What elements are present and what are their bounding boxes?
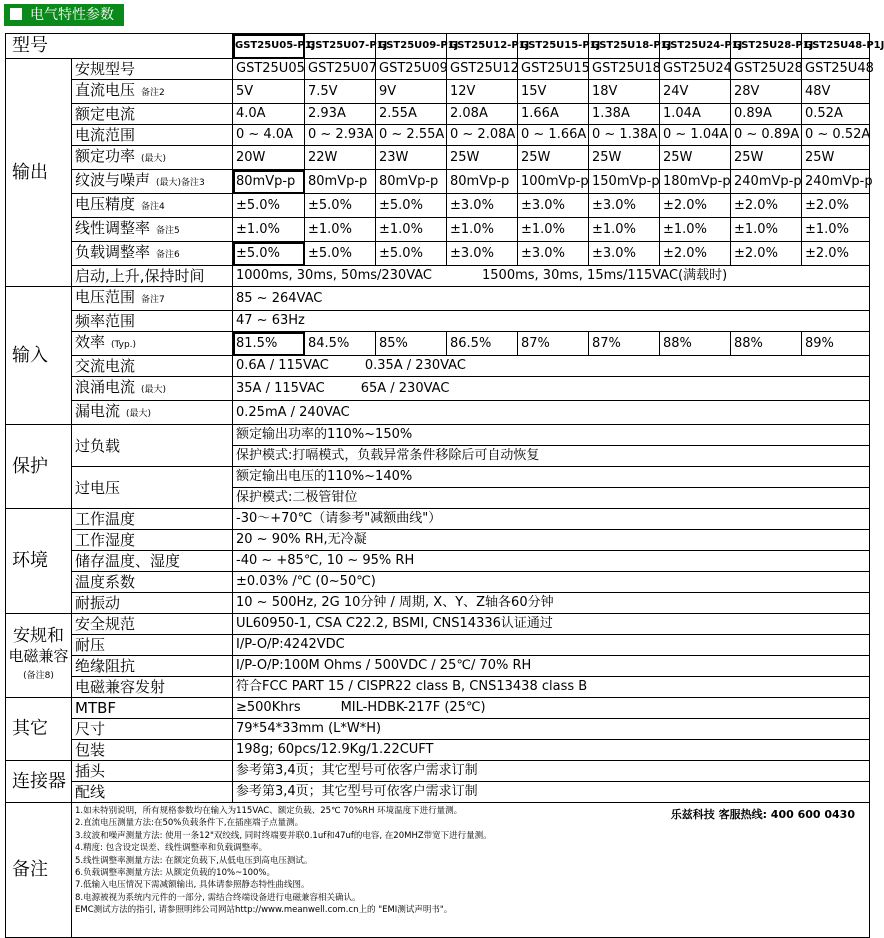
output-row: [6, 194, 870, 218]
mtbf-a: ≥500Khrs: [236, 700, 301, 715]
efficiency-value: 87%: [518, 332, 589, 356]
input-ac-row: [6, 356, 870, 377]
section-remarks: 备注: [6, 803, 72, 938]
input-freq-row: [6, 311, 870, 332]
overvolt-1: 额定输出电压的110%~140%: [233, 467, 870, 488]
safety-row: [6, 614, 870, 635]
remark-item: 3.纹波和噪声测量方法: 使用一条12"双绞线, 同时终端要并联0.1uf和47uf的电容, 在20MHZ带宽下进行量测。: [75, 830, 492, 841]
output-value: 25W: [660, 146, 731, 170]
row-note: (Typ.): [111, 340, 137, 350]
remark-item: 7.低输入电压情况下需减额输出, 具体请参照静态特性曲线图。: [75, 880, 310, 891]
size-label: 尺寸: [72, 719, 233, 740]
output-value: GST25U07: [305, 59, 376, 80]
output-value: 80mVp-p: [447, 170, 518, 194]
input-label: [72, 356, 233, 377]
efficiency-value: 86.5%: [447, 332, 518, 356]
other-size-row: [6, 719, 870, 740]
environment-label: 工作温度: [72, 509, 233, 530]
output-value: GST25U05: [233, 59, 305, 80]
output-value: ±3.0%: [447, 242, 518, 266]
model-cell: GST25U07-P1J: [305, 34, 376, 59]
output-value: ±5.0%: [305, 194, 376, 218]
output-row: [6, 170, 870, 194]
output-label: [72, 104, 233, 125]
overload-2: 保护模式:打嗝模式，负载异常条件移除后可自动恢复: [233, 446, 870, 467]
output-value: GST25U28: [731, 59, 802, 80]
model-cell: GST25U12-P1J: [447, 34, 518, 59]
output-value: ±1.0%: [660, 218, 731, 242]
output-value: 2.93A: [305, 104, 376, 125]
input-label: [72, 401, 233, 425]
output-value: GST25U18: [589, 59, 660, 80]
output-value: 100mVp-p: [518, 170, 589, 194]
output-value: 25W: [731, 146, 802, 170]
output-value: ±3.0%: [447, 194, 518, 218]
output-value: GST25U15: [518, 59, 589, 80]
output-value: ±5.0%: [305, 242, 376, 266]
output-value: ±3.0%: [589, 194, 660, 218]
row-label: 频率范围: [75, 312, 136, 330]
safety-value: I/P-O/P:4242VDC: [233, 635, 870, 656]
efficiency-value: 87%: [589, 332, 660, 356]
safety-label: 耐压: [72, 635, 233, 656]
efficiency-value: 89%: [802, 332, 870, 356]
environment-row: [6, 593, 870, 614]
environment-value: 20 ~ 90% RH,无冷凝: [233, 530, 870, 551]
row-label: 浪涌电流: [75, 378, 136, 396]
size-value: 79*54*33mm (L*W*H): [233, 719, 870, 740]
efficiency-value: 88%: [731, 332, 802, 356]
plug-value: 参考第3,4页；其它型号可依客户需求订制: [233, 761, 870, 782]
row-label: 电流范围: [75, 126, 136, 144]
startup-label: [72, 266, 233, 287]
row-label: 交流电流: [75, 357, 136, 375]
output-value: ±3.0%: [589, 242, 660, 266]
output-value: 15V: [518, 80, 589, 104]
ac-a: 0.6A / 115VAC: [236, 358, 329, 373]
startup-value: [233, 266, 870, 287]
output-value: 48V: [802, 80, 870, 104]
output-value: ±2.0%: [802, 242, 870, 266]
input-eff-row: [6, 332, 870, 356]
row-note: 备注7: [141, 295, 165, 305]
section-environment: 环境: [6, 509, 72, 614]
row-note: 备注4: [141, 202, 165, 212]
remarks-body: [72, 803, 870, 938]
output-value: ±5.0%: [376, 194, 447, 218]
overload-1: 额定输出功率的110%~150%: [233, 425, 870, 446]
output-value: 0 ~ 1.04A: [660, 125, 731, 146]
row-label: 安规型号: [75, 60, 136, 78]
safety-line1: 安规和: [13, 625, 64, 646]
output-value: ±1.0%: [447, 218, 518, 242]
output-value: 150mVp-p: [589, 170, 660, 194]
input-leak: 0.25mA / 240VAC: [233, 401, 870, 425]
output-label: [72, 194, 233, 218]
remark-item: EMC测试方法的指引, 请参照明纬公司网站http://www.meanwell.com.cn上的 "EMI测试声明书"。: [75, 905, 453, 916]
output-label: [72, 125, 233, 146]
output-value: ±3.0%: [518, 194, 589, 218]
hotline-text: 乐兹科技 客服热线: 400 600 0430: [670, 808, 855, 821]
safety-value: I/P-O/P:100M Ohms / 500VDC / 25℃/ 70% RH: [233, 656, 870, 677]
output-value: 25W: [589, 146, 660, 170]
output-value: 1.38A: [589, 104, 660, 125]
other-pack-row: [6, 740, 870, 761]
mtbf-value: [233, 698, 870, 719]
overvolt-2: 保护模式:二极管钳位: [233, 488, 870, 509]
row-label: 线性调整率: [75, 219, 151, 237]
input-voltage-row: [6, 287, 870, 311]
input-label: [72, 311, 233, 332]
spec-table: [5, 33, 884, 938]
output-value: 0.89A: [731, 104, 802, 125]
section-protection: 保护: [6, 425, 72, 509]
efficiency-value: 88%: [660, 332, 731, 356]
output-value: ±2.0%: [802, 194, 870, 218]
output-value: 25W: [518, 146, 589, 170]
output-value: 0 ~ 2.08A: [447, 125, 518, 146]
model-cell: GST25U28-P1J: [731, 34, 802, 59]
output-value: 180mVp-p: [660, 170, 731, 194]
safety-label: 绝缘阻抗: [72, 656, 233, 677]
wire-value: 参考第3,4页；其它型号可依客户需求订制: [233, 782, 870, 803]
row-label: 效率: [75, 333, 106, 351]
output-value: 2.08A: [447, 104, 518, 125]
output-value: ±1.0%: [305, 218, 376, 242]
safety-row: [6, 635, 870, 656]
output-value: 5V: [233, 80, 305, 104]
remark-item: 1.如未特别说明，所有规格参数均在输入为115VAC、额定负载、25℃ 70%RH 环境温度下进行量测。: [75, 806, 463, 816]
output-value: 1.66A: [518, 104, 589, 125]
environment-label: 耐振动: [72, 593, 233, 614]
safety-label: 安全规范: [72, 614, 233, 635]
row-label: 漏电流: [75, 402, 121, 420]
row-note: 备注5: [156, 226, 180, 236]
output-value: ±1.0%: [233, 218, 305, 242]
output-value: GST25U48: [802, 59, 870, 80]
output-value: 240mVp-p: [802, 170, 870, 194]
row-note: (最大): [141, 154, 167, 164]
output-value: 0 ~ 1.38A: [589, 125, 660, 146]
input-label: [72, 332, 233, 356]
wire-label: 配线: [72, 782, 233, 803]
environment-row: [6, 551, 870, 572]
row-note: (最大)备注3: [156, 178, 205, 188]
output-value: 12V: [447, 80, 518, 104]
input-ac: [233, 356, 870, 377]
output-row: [6, 104, 870, 125]
row-label: 直流电压: [75, 81, 136, 99]
other-mtbf-row: [6, 698, 870, 719]
environment-label: 工作湿度: [72, 530, 233, 551]
connector-plug-row: [6, 761, 870, 782]
output-row: [6, 125, 870, 146]
output-row: [6, 218, 870, 242]
pack-label: 包装: [72, 740, 233, 761]
mtbf-label: MTBF: [72, 698, 233, 719]
environment-value: -40 ~ +85℃, 10 ~ 95% RH: [233, 551, 870, 572]
row-label: 启动,上升,保持时间: [75, 267, 205, 285]
mtbf-b: MIL-HDBK-217F (25℃): [340, 700, 486, 715]
overload-label: 过负载: [72, 425, 233, 467]
output-value: 0 ~ 2.93A: [305, 125, 376, 146]
connector-wire-row: [6, 782, 870, 803]
remark-item: 5.线性调整率测量方法: 在额定负载下,从低电压到高电压测试。: [75, 855, 313, 866]
output-value: GST25U24: [660, 59, 731, 80]
output-value: 0 ~ 0.52A: [802, 125, 870, 146]
model-cell: GST25U09-P1J: [376, 34, 447, 59]
output-value: 0 ~ 4.0A: [233, 125, 305, 146]
output-value: ±2.0%: [731, 242, 802, 266]
plug-label: 插头: [72, 761, 233, 782]
output-value: 80mVp-p: [233, 170, 305, 194]
output-row: [6, 146, 870, 170]
output-value: ±1.0%: [376, 218, 447, 242]
efficiency-value: 84.5%: [305, 332, 376, 356]
output-value: 0 ~ 0.89A: [731, 125, 802, 146]
model-cell: GST25U18-P1J: [589, 34, 660, 59]
section-header-tag: [4, 4, 124, 26]
remark-item: 2.直流电压测量方法:在50%负载条件下,在插座端子点量测。: [75, 818, 304, 829]
startup-b: 1500ms, 30ms, 15ms/115VAC(满载时): [482, 268, 728, 283]
safety-row: [6, 677, 870, 698]
environment-row: [6, 509, 870, 530]
output-value: 23W: [376, 146, 447, 170]
output-value: 7.5V: [305, 80, 376, 104]
output-label: [72, 242, 233, 266]
safety-value: 符合FCC PART 15 / CISPR22 class B, CNS13438 class B: [233, 677, 870, 698]
output-value: 24V: [660, 80, 731, 104]
output-value: 9V: [376, 80, 447, 104]
output-label: [72, 59, 233, 80]
output-value: 80mVp-p: [305, 170, 376, 194]
output-value: 0 ~ 2.55A: [376, 125, 447, 146]
output-value: ±1.0%: [731, 218, 802, 242]
input-leak-row: [6, 401, 870, 425]
protection-row-1: [6, 425, 870, 446]
pack-value: 198g; 60pcs/12.9Kg/1.22CUFT: [233, 740, 870, 761]
output-value: 1.04A: [660, 104, 731, 125]
inrush-b: 65A / 230VAC: [360, 380, 450, 396]
input-label: [72, 287, 233, 311]
output-value: 240mVp-p: [731, 170, 802, 194]
environment-label: 温度系数: [72, 572, 233, 593]
output-label: [72, 170, 233, 194]
model-label: 型号: [6, 34, 233, 59]
section-other: 其它: [6, 698, 72, 761]
row-label: 额定电流: [75, 105, 136, 123]
output-value: ±5.0%: [233, 194, 305, 218]
output-value: 80mVp-p: [376, 170, 447, 194]
output-value: 22W: [305, 146, 376, 170]
environment-row: [6, 530, 870, 551]
environment-value: -30～+70℃（请参考"减额曲线"）: [233, 509, 870, 530]
output-value: ±5.0%: [376, 242, 447, 266]
output-label: [72, 218, 233, 242]
environment-label: 储存温度、湿度: [72, 551, 233, 572]
safety-note: (备注8): [23, 670, 54, 681]
output-value: 0 ~ 1.66A: [518, 125, 589, 146]
remark-item: 4.精度: 包含设定误差、线性调整率和负载调整率。: [75, 843, 268, 854]
output-value: ±5.0%: [233, 242, 305, 266]
row-note: (最大): [126, 409, 152, 419]
output-row: [6, 80, 870, 104]
input-inrush: [233, 377, 870, 401]
remarks-row: [6, 803, 870, 938]
output-value: GST25U09: [376, 59, 447, 80]
protection-row-3: [6, 467, 870, 488]
remark-item: 6.负载调整率测量方法: 从额定负载的10%~100%。: [75, 868, 275, 879]
output-value: ±1.0%: [802, 218, 870, 242]
output-label: [72, 146, 233, 170]
output-row: [6, 59, 870, 80]
row-label: 纹波与噪声: [75, 171, 151, 189]
model-row: [6, 34, 870, 59]
output-value: ±1.0%: [518, 218, 589, 242]
output-value: ±3.0%: [518, 242, 589, 266]
output-label: [72, 80, 233, 104]
section-input: 输入: [6, 287, 72, 425]
remark-item: 8.电源被视为系统内元件的一部分, 需结合终端设备进行电磁兼容相关确认。: [75, 892, 361, 903]
output-value: ±2.0%: [660, 194, 731, 218]
input-freq: 47 ~ 63Hz: [233, 311, 870, 332]
output-value: ±2.0%: [660, 242, 731, 266]
input-inrush-row: [6, 377, 870, 401]
model-cell: GST25U48-P1J: [802, 34, 870, 59]
safety-row: [6, 656, 870, 677]
section-output: 输出: [6, 59, 72, 287]
row-note: (最大): [141, 385, 167, 395]
output-row: [6, 242, 870, 266]
square-icon: [10, 8, 22, 20]
output-value: ±2.0%: [731, 194, 802, 218]
row-label: 电压精度: [75, 195, 136, 213]
model-cell: GST25U05-P1J: [233, 34, 305, 59]
input-label: [72, 377, 233, 401]
section-header-text: 电气特性参数: [30, 7, 114, 23]
environment-value: 10 ~ 500Hz, 2G 10分钟 / 周期, X、Y、Z轴各60分钟: [233, 593, 870, 614]
input-voltage: 85 ~ 264VAC: [233, 287, 870, 311]
safety-label: 电磁兼容发射: [72, 677, 233, 698]
output-value: 25W: [447, 146, 518, 170]
overvolt-label: 过电压: [72, 467, 233, 509]
output-value: GST25U12: [447, 59, 518, 80]
section-connector: 连接器: [6, 761, 72, 803]
safety-value: UL60950-1, CSA C22.2, BSMI, CNS14336认证通过: [233, 614, 870, 635]
output-value: ±1.0%: [589, 218, 660, 242]
inrush-a: 35A / 115VAC: [236, 380, 325, 396]
row-label: 负载调整率: [75, 243, 151, 261]
environment-value: ±0.03% /℃ (0~50℃): [233, 572, 870, 593]
efficiency-value: 81.5%: [233, 332, 305, 356]
row-label: 电压范围: [75, 288, 136, 306]
output-value: 28V: [731, 80, 802, 104]
startup-row: [6, 266, 870, 287]
ac-b: 0.35A / 230VAC: [364, 358, 466, 373]
output-value: 0.52A: [802, 104, 870, 125]
output-value: 20W: [233, 146, 305, 170]
row-note: 备注2: [141, 88, 165, 98]
output-value: 2.55A: [376, 104, 447, 125]
environment-row: [6, 572, 870, 593]
efficiency-value: 85%: [376, 332, 447, 356]
section-safety: [6, 614, 72, 698]
output-value: 25W: [802, 146, 870, 170]
model-cell: GST25U15-P1J: [518, 34, 589, 59]
row-note: 备注6: [156, 250, 180, 260]
safety-line2: 电磁兼容: [8, 646, 69, 665]
row-label: 额定功率: [75, 147, 136, 165]
startup-a: 1000ms, 30ms, 50ms/230VAC: [236, 268, 433, 283]
model-cell: GST25U24-P1J: [660, 34, 731, 59]
output-value: 4.0A: [233, 104, 305, 125]
output-value: 18V: [589, 80, 660, 104]
